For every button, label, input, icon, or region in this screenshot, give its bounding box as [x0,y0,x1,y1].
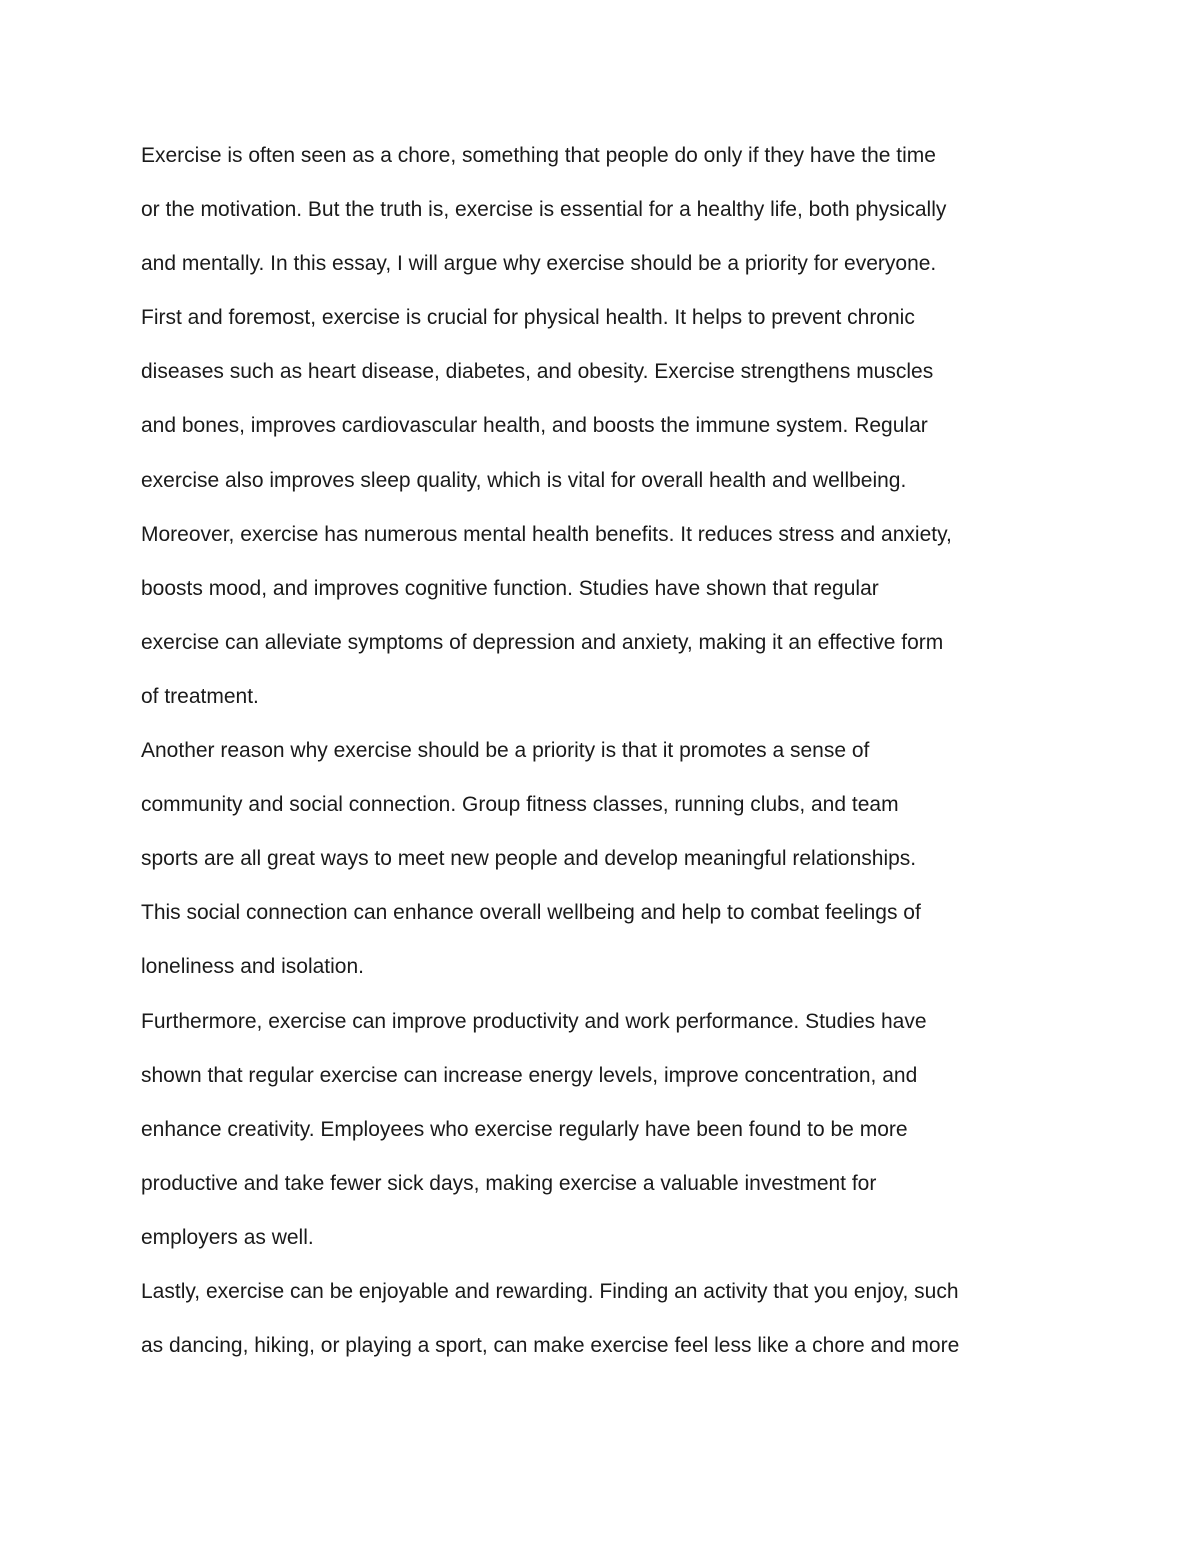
text-line: and mentally. In this essay, I will argue why exercise should be a priority for everyone. [141,252,937,276]
text-line: Exercise is often seen as a chore, something that people do only if they have the time [141,144,936,167]
text-line: Lastly, exercise can be enjoyable and rewarding. Finding an activity that you enjoy, such [141,1279,959,1303]
text-line: or the motivation. But the truth is, exercise is essential for a healthy life, both physically [141,198,947,222]
text-line: and bones, improves cardiovascular health, and boosts the immune system. Regular [141,414,928,438]
text-line: exercise also improves sleep quality, which is vital for overall health and wellbeing. [141,468,907,492]
text-line: as dancing, hiking, or playing a sport, can make exercise feel less like a chore and more [141,1334,960,1358]
essay-body [141,129,1071,1373]
text-line: shown that regular exercise can increase energy levels, improve concentration, and [141,1063,918,1087]
text-line: sports are all great ways to meet new people and develop meaningful relationships. [141,847,917,871]
text-line: Moreover, exercise has numerous mental health benefits. It reduces stress and anxiety, [141,522,952,546]
text-line: enhance creativity. Employees who exercise regularly have been found to be more [141,1117,908,1141]
text-line: First and foremost, exercise is crucial for physical health. It helps to prevent chronic [141,306,915,330]
text-line: community and social connection. Group fitness classes, running clubs, and team [141,793,899,817]
text-line: This social connection can enhance overall wellbeing and help to combat feelings of [141,901,921,925]
text-line: diseases such as heart disease, diabetes, and obesity. Exercise strengthens muscles [141,360,934,384]
text-line: Another reason why exercise should be a priority is that it promotes a sense of [141,739,870,763]
text-line: boosts mood, and improves cognitive function. Studies have shown that regular [141,576,879,600]
text-line: productive and take fewer sick days, making exercise a valuable investment for [141,1171,877,1195]
text-line: loneliness and isolation. [141,955,364,979]
text-line: of treatment. [141,684,259,708]
text-line: employers as well. [141,1225,314,1249]
text-line: Furthermore, exercise can improve productivity and work performance. Studies have [141,1009,927,1033]
text-line: exercise can alleviate symptoms of depression and anxiety, making it an effective form [141,630,944,654]
